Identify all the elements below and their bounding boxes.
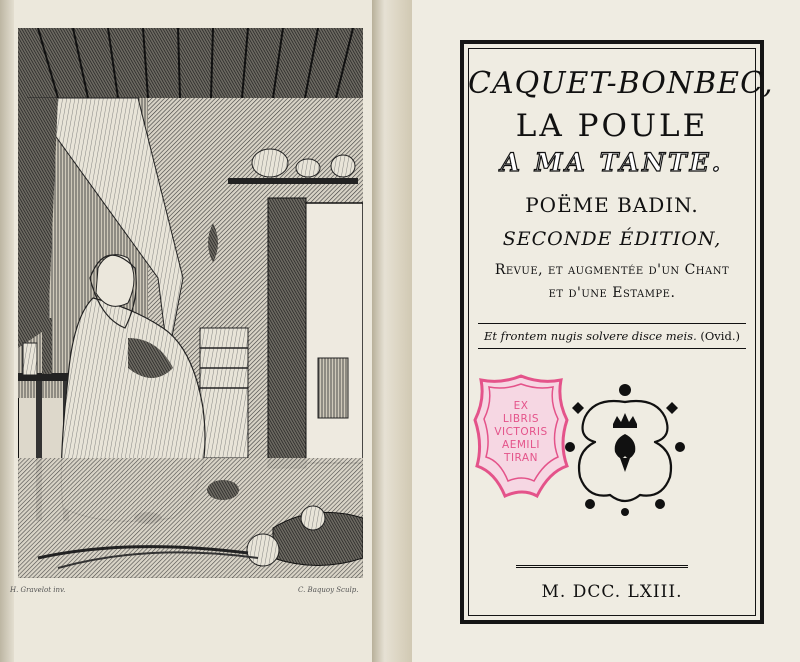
subtitle: POËME BADIN.	[525, 193, 699, 217]
frontispiece-engraving	[18, 28, 363, 578]
page-edge	[0, 0, 14, 662]
title-line-2: LA POULE	[515, 108, 709, 144]
artist-credit: H. Gravelot inv.	[10, 586, 66, 594]
stamp-line: EX	[513, 400, 529, 412]
stamp-line: AEMILI	[502, 439, 540, 451]
fleuron-ornament-icon	[550, 372, 700, 522]
motto-rule-top	[478, 323, 746, 324]
epigraph-source: (Ovid.)	[700, 329, 740, 343]
date-rule	[516, 565, 688, 568]
edition-note-1: Revue, et augmentée d'un Chant	[494, 262, 730, 278]
stamp-line: TIRAN	[504, 452, 538, 464]
edition: SECONDE ÉDITION,	[502, 228, 722, 250]
motto-rule-bottom	[478, 348, 746, 349]
stamp-line: VICTORIS	[494, 426, 548, 438]
ex-libris-stamp-text	[484, 400, 558, 465]
imprint-date: M. DCC. LXIII.	[541, 582, 683, 602]
book-gutter	[372, 0, 414, 662]
frontispiece-page	[0, 0, 395, 662]
stamp-line: LIBRIS	[502, 413, 540, 425]
title-line-3: A MA TANTE.	[500, 148, 724, 177]
epigraph	[478, 329, 746, 343]
engraver-credit: C. Baquoy Sculp.	[298, 586, 359, 594]
epigraph-text: Et frontem nugis solvere disce meis.	[484, 329, 697, 343]
title-line-1: CAQUET-BONBEC,	[468, 66, 774, 101]
edition-note-2: et d'une Estampe.	[548, 285, 676, 301]
